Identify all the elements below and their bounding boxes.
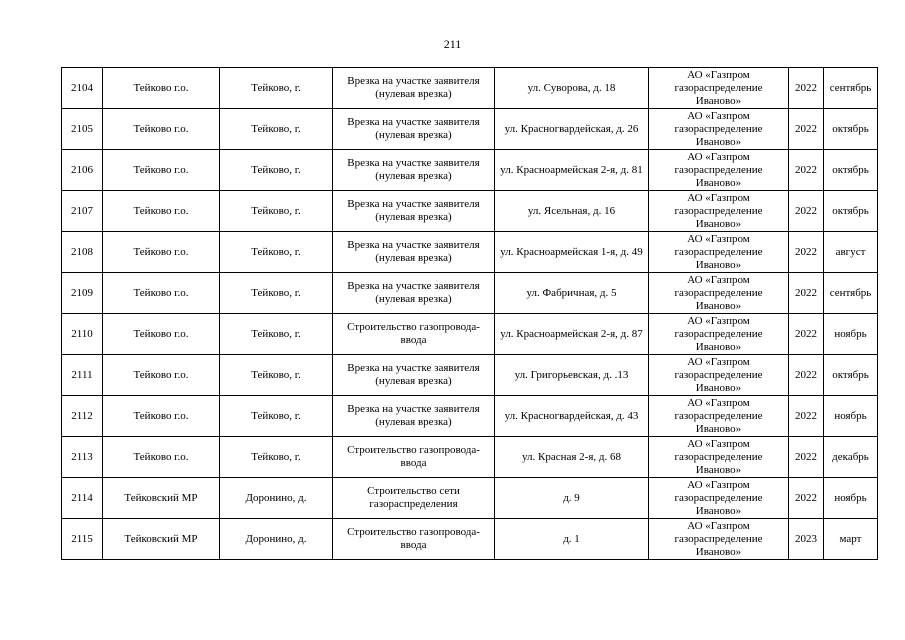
year-cell: 2023 bbox=[789, 519, 824, 560]
locality-cell: Тейково, г. bbox=[220, 314, 333, 355]
organization-cell: АО «Газпром газораспределение Иваново» bbox=[649, 273, 789, 314]
month-cell: октябрь bbox=[824, 109, 878, 150]
month-cell: ноябрь bbox=[824, 478, 878, 519]
month-cell: март bbox=[824, 519, 878, 560]
organization-cell: АО «Газпром газораспределение Иваново» bbox=[649, 109, 789, 150]
locality-cell: Тейково, г. bbox=[220, 355, 333, 396]
row-number-cell: 2107 bbox=[62, 191, 103, 232]
address-cell: ул. Красногвардейская, д. 43 bbox=[495, 396, 649, 437]
row-number-cell: 2115 bbox=[62, 519, 103, 560]
district-cell: Тейково г.о. bbox=[103, 396, 220, 437]
work-type-cell: Строительство газопровода-ввода bbox=[333, 519, 495, 560]
row-number-cell: 2110 bbox=[62, 314, 103, 355]
locality-cell: Тейково, г. bbox=[220, 109, 333, 150]
year-cell: 2022 bbox=[789, 437, 824, 478]
month-cell: октябрь bbox=[824, 150, 878, 191]
month-cell: октябрь bbox=[824, 355, 878, 396]
table-row bbox=[62, 109, 878, 150]
district-cell: Тейково г.о. bbox=[103, 191, 220, 232]
district-cell: Тейково г.о. bbox=[103, 273, 220, 314]
address-cell: ул. Красная 2-я, д. 68 bbox=[495, 437, 649, 478]
district-cell: Тейково г.о. bbox=[103, 232, 220, 273]
district-cell: Тейково г.о. bbox=[103, 109, 220, 150]
row-number-cell: 2106 bbox=[62, 150, 103, 191]
work-type-cell: Врезка на участке заявителя (нулевая врезка) bbox=[333, 109, 495, 150]
table-row bbox=[62, 355, 878, 396]
address-cell: д. 9 bbox=[495, 478, 649, 519]
district-cell: Тейково г.о. bbox=[103, 68, 220, 109]
year-cell: 2022 bbox=[789, 314, 824, 355]
gasification-table bbox=[61, 67, 878, 560]
table-row bbox=[62, 191, 878, 232]
locality-cell: Доронино, д. bbox=[220, 519, 333, 560]
row-number-cell: 2112 bbox=[62, 396, 103, 437]
table-body bbox=[62, 68, 878, 560]
address-cell: ул. Фабричная, д. 5 bbox=[495, 273, 649, 314]
work-type-cell: Строительство сети газораспределения bbox=[333, 478, 495, 519]
work-type-cell: Врезка на участке заявителя (нулевая врезка) bbox=[333, 150, 495, 191]
work-type-cell: Врезка на участке заявителя (нулевая врезка) bbox=[333, 232, 495, 273]
work-type-cell: Врезка на участке заявителя (нулевая врезка) bbox=[333, 191, 495, 232]
district-cell: Тейково г.о. bbox=[103, 314, 220, 355]
locality-cell: Тейково, г. bbox=[220, 437, 333, 478]
table-row bbox=[62, 314, 878, 355]
address-cell: ул. Красноармейская 2-я, д. 81 bbox=[495, 150, 649, 191]
district-cell: Тейковский МР bbox=[103, 519, 220, 560]
locality-cell: Тейково, г. bbox=[220, 232, 333, 273]
locality-cell: Тейково, г. bbox=[220, 396, 333, 437]
row-number-cell: 2111 bbox=[62, 355, 103, 396]
row-number-cell: 2105 bbox=[62, 109, 103, 150]
address-cell: ул. Красногвардейская, д. 26 bbox=[495, 109, 649, 150]
address-cell: ул. Красноармейская 1-я, д. 49 bbox=[495, 232, 649, 273]
address-cell: ул. Григорьевская, д. .13 bbox=[495, 355, 649, 396]
table-row bbox=[62, 273, 878, 314]
row-number-cell: 2109 bbox=[62, 273, 103, 314]
month-cell: декабрь bbox=[824, 437, 878, 478]
year-cell: 2022 bbox=[789, 355, 824, 396]
row-number-cell: 2104 bbox=[62, 68, 103, 109]
address-cell: ул. Красноармейская 2-я, д. 87 bbox=[495, 314, 649, 355]
locality-cell: Тейково, г. bbox=[220, 191, 333, 232]
year-cell: 2022 bbox=[789, 232, 824, 273]
year-cell: 2022 bbox=[789, 150, 824, 191]
locality-cell: Тейково, г. bbox=[220, 273, 333, 314]
year-cell: 2022 bbox=[789, 396, 824, 437]
organization-cell: АО «Газпром газораспределение Иваново» bbox=[649, 478, 789, 519]
organization-cell: АО «Газпром газораспределение Иваново» bbox=[649, 519, 789, 560]
month-cell: октябрь bbox=[824, 191, 878, 232]
locality-cell: Тейково, г. bbox=[220, 68, 333, 109]
organization-cell: АО «Газпром газораспределение Иваново» bbox=[649, 314, 789, 355]
work-type-cell: Врезка на участке заявителя (нулевая врезка) bbox=[333, 273, 495, 314]
year-cell: 2022 bbox=[789, 478, 824, 519]
district-cell: Тейково г.о. bbox=[103, 437, 220, 478]
work-type-cell: Строительство газопровода-ввода bbox=[333, 437, 495, 478]
year-cell: 2022 bbox=[789, 191, 824, 232]
organization-cell: АО «Газпром газораспределение Иваново» bbox=[649, 396, 789, 437]
month-cell: сентябрь bbox=[824, 68, 878, 109]
page-number: 211 bbox=[443, 37, 462, 51]
year-cell: 2022 bbox=[789, 68, 824, 109]
address-cell: ул. Суворова, д. 18 bbox=[495, 68, 649, 109]
district-cell: Тейково г.о. bbox=[103, 150, 220, 191]
district-cell: Тейковский МР bbox=[103, 478, 220, 519]
row-number-cell: 2114 bbox=[62, 478, 103, 519]
organization-cell: АО «Газпром газораспределение Иваново» bbox=[649, 191, 789, 232]
year-cell: 2022 bbox=[789, 109, 824, 150]
organization-cell: АО «Газпром газораспределение Иваново» bbox=[649, 437, 789, 478]
address-cell: д. 1 bbox=[495, 519, 649, 560]
organization-cell: АО «Газпром газораспределение Иваново» bbox=[649, 232, 789, 273]
work-type-cell: Врезка на участке заявителя (нулевая врезка) bbox=[333, 355, 495, 396]
table-row bbox=[62, 437, 878, 478]
table-row bbox=[62, 150, 878, 191]
organization-cell: АО «Газпром газораспределение Иваново» bbox=[649, 355, 789, 396]
month-cell: сентябрь bbox=[824, 273, 878, 314]
locality-cell: Тейково, г. bbox=[220, 150, 333, 191]
organization-cell: АО «Газпром газораспределение Иваново» bbox=[649, 68, 789, 109]
table-row bbox=[62, 478, 878, 519]
table-row bbox=[62, 68, 878, 109]
organization-cell: АО «Газпром газораспределение Иваново» bbox=[649, 150, 789, 191]
address-cell: ул. Ясельная, д. 16 bbox=[495, 191, 649, 232]
locality-cell: Доронино, д. bbox=[220, 478, 333, 519]
table-row bbox=[62, 232, 878, 273]
row-number-cell: 2108 bbox=[62, 232, 103, 273]
work-type-cell: Строительство газопровода-ввода bbox=[333, 314, 495, 355]
table-row bbox=[62, 396, 878, 437]
row-number-cell: 2113 bbox=[62, 437, 103, 478]
month-cell: ноябрь bbox=[824, 396, 878, 437]
work-type-cell: Врезка на участке заявителя (нулевая врезка) bbox=[333, 68, 495, 109]
month-cell: ноябрь bbox=[824, 314, 878, 355]
work-type-cell: Врезка на участке заявителя (нулевая врезка) bbox=[333, 396, 495, 437]
table-row bbox=[62, 519, 878, 560]
month-cell: август bbox=[824, 232, 878, 273]
year-cell: 2022 bbox=[789, 273, 824, 314]
district-cell: Тейково г.о. bbox=[103, 355, 220, 396]
